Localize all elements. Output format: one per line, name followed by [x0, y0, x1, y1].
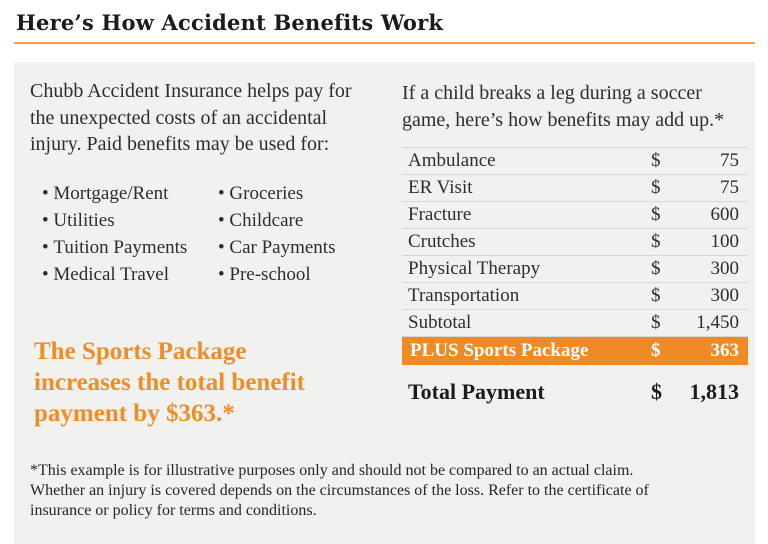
table-row [402, 148, 748, 175]
table-row [402, 202, 748, 229]
row-currency: $ [651, 177, 661, 198]
example-heading: If a child breaks a leg during a soccer game, here’s how benefits may add up.* [402, 82, 725, 131]
total-payment-row [402, 377, 748, 407]
row-label: Total Payment [408, 379, 545, 404]
row-amount: 300 [710, 285, 739, 306]
row-currency: $ [651, 150, 661, 171]
benefit-use-item: • Tuition Payments [42, 234, 218, 261]
benefit-use-item: • Medical Travel [42, 261, 218, 288]
row-label: Subtotal [408, 312, 472, 333]
benefit-uses [42, 180, 402, 288]
benefits-panel [14, 62, 755, 544]
row-label: Transportation [408, 285, 520, 306]
table-row [402, 283, 748, 310]
row-amount: 600 [710, 204, 739, 225]
benefits-table-rows [402, 148, 748, 337]
row-currency: $ [651, 379, 662, 404]
row-amount: 75 [720, 150, 739, 171]
sports-package-row [402, 337, 748, 365]
table-row [402, 256, 748, 283]
benefit-use-item: • Mortgage/Rent [42, 180, 218, 207]
benefit-use-item: • Car Payments [218, 234, 335, 261]
table-row [402, 175, 748, 202]
row-label: Ambulance [408, 150, 496, 171]
intro-text: Chubb Accident Insurance helps pay for the unexpected costs of an accidental injury. Paid benefits may be used for: [30, 80, 352, 155]
row-amount: 363 [710, 340, 739, 361]
footnote: *This example is for illustrative purposes only and should not be compared to an actual claim. Whether an injury is covered depends on the circumstances of the loss. Refer to the certificate of insurance or policy for terms and conditions. [30, 462, 649, 519]
row-label: ER Visit [408, 177, 473, 198]
title-underline [14, 42, 755, 44]
row-label: Physical Therapy [408, 258, 541, 279]
benefit-use-item: • Pre-school [218, 261, 335, 288]
benefit-use-item: • Childcare [218, 207, 335, 234]
row-amount: 1,813 [689, 379, 739, 404]
row-currency: $ [651, 340, 661, 361]
row-currency: $ [651, 231, 661, 252]
page-title: Here’s How Accident Benefits Work [16, 10, 444, 35]
sports-package-promo: The Sports Package increases the total benefit payment by $363.* [34, 337, 306, 427]
panel-columns [14, 62, 755, 429]
right-column [402, 62, 748, 429]
row-amount: 100 [710, 231, 739, 252]
row-currency: $ [651, 204, 661, 225]
row-label: Fracture [408, 204, 472, 225]
row-currency: $ [651, 285, 661, 306]
row-amount: 1,450 [696, 312, 739, 333]
table-row [402, 310, 748, 337]
benefit-use-item: • Utilities [42, 207, 218, 234]
row-currency: $ [651, 312, 661, 333]
row-label: PLUS Sports Package [410, 340, 589, 361]
table-row [402, 229, 748, 256]
benefits-table [402, 147, 748, 407]
row-amount: 300 [710, 258, 739, 279]
benefit-uses-list-1 [42, 180, 218, 288]
row-amount: 75 [720, 177, 739, 198]
benefit-use-item: • Groceries [218, 180, 335, 207]
benefit-uses-list-2 [218, 180, 335, 288]
row-label: Crutches [408, 231, 476, 252]
left-column [14, 62, 402, 429]
row-currency: $ [651, 258, 661, 279]
